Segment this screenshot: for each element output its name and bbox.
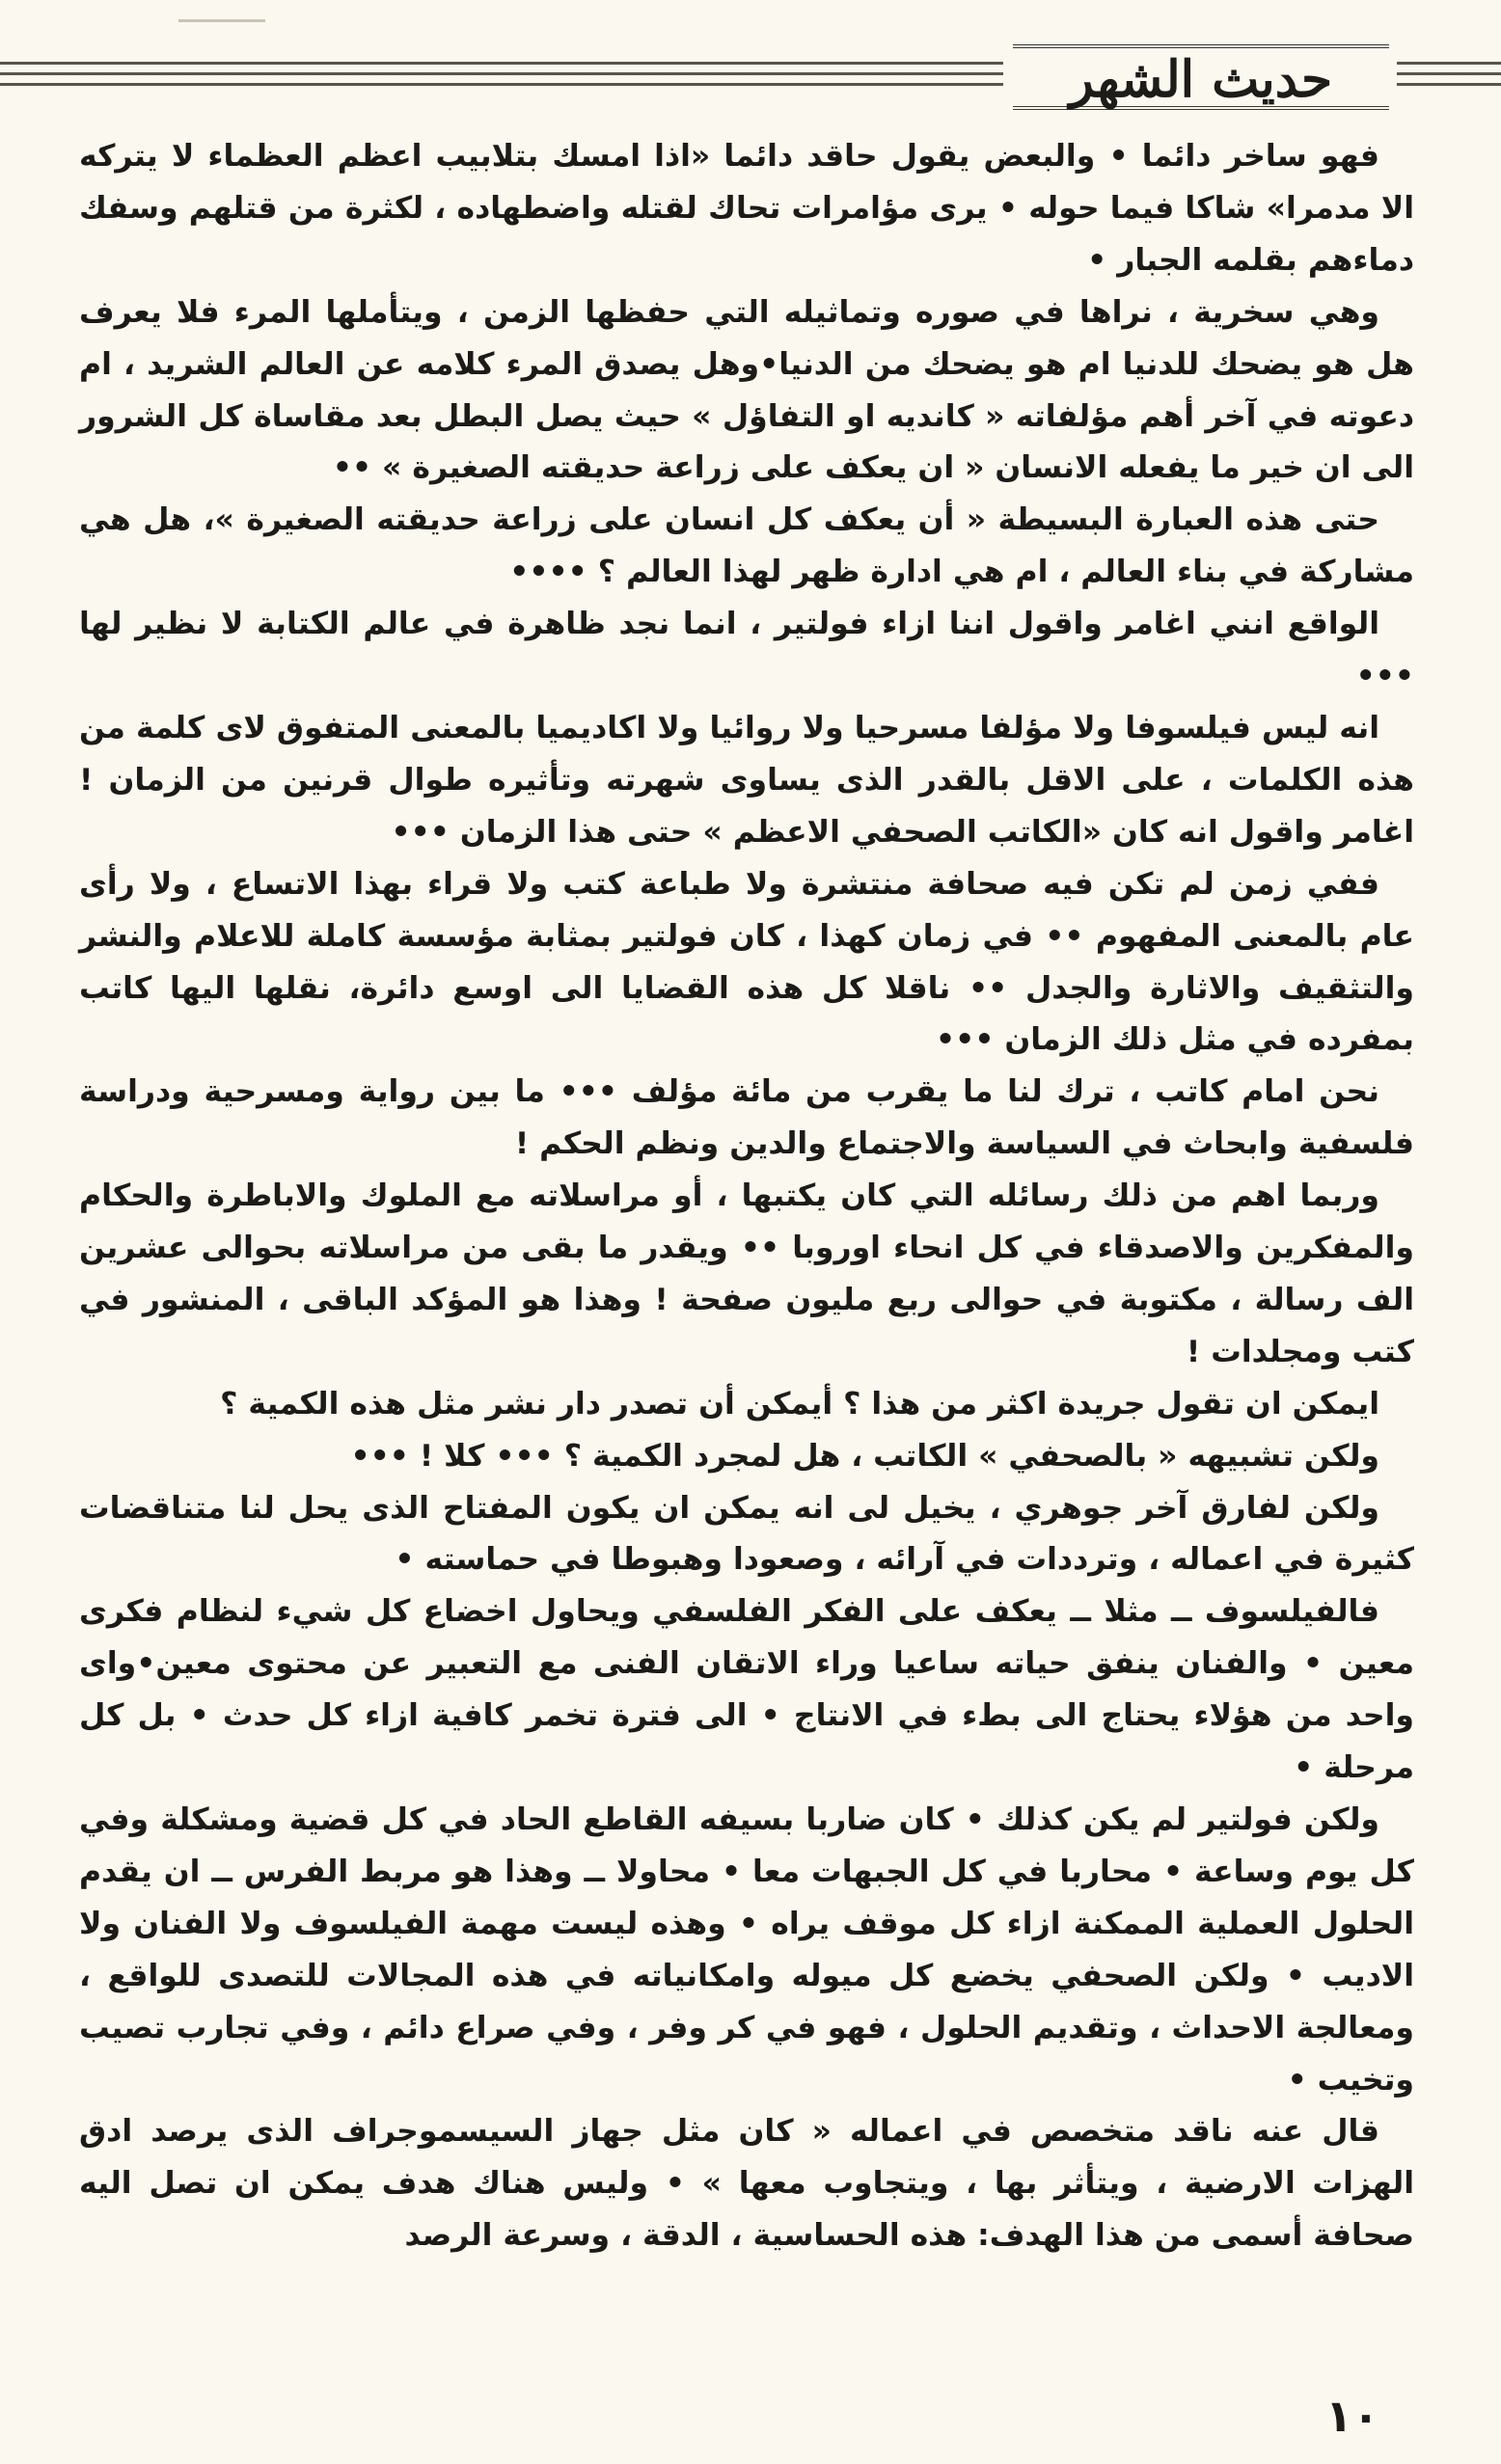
paragraph-12: فالفيلسوف ــ مثلا ــ يعكف على الفكر الفلسفي ويحاول اخضاع كل شيء لنظام فكرى معين • والفنان ينفق حياته ساعيا وراء الاتقان الفنى مع التعبير عن محتوى معين•واى واحد من هؤلاء يحتاج الى بطء في الانتاج • الى فترة تخمر كافية ازاء كل حدث • بل كل مرحلة •	[79, 1594, 1414, 1786]
paragraph-11: ولكن لفارق آخر جوهري ، يخيل لى انه يمكن ان يكون المفتاح الذى يحل لنا متناقضات كثيرة في اعماله ، وترددات في آرائه ، وصعودا وهبوطا في حماسته •	[79, 1490, 1414, 1578]
header-rules-left	[0, 62, 1003, 94]
paragraph-14: قال عنه ناقد متخصص في اعماله « كان مثل جهاز السيسموجراف الذى يرصد ادق الهزات الارضية ، ويتأثر بها ، ويتجاوب معها » • وليس هناك هدف يمكن ان تصل اليه صحافة أسمى من هذا الهدف: هذه الحساسية ، الدقة ، وسرعة الرصد	[79, 2114, 1414, 2254]
section-title: حديث الشهر	[1013, 44, 1389, 110]
paragraph-9: ايمكن ان تقول جريدة اكثر من هذا ؟ أيمكن أن تصدر دار نشر مثل هذه الكمية ؟	[220, 1386, 1379, 1422]
header-rules-right	[1397, 62, 1501, 94]
paragraph-4: الواقع انني اغامر واقول اننا ازاء فولتير ، انما نجد ظاهرة في عالم الكتابة لا نظير لها •••	[79, 607, 1414, 694]
paragraph-1: فهو ساخر دائما • والبعض يقول حاقد دائما «اذا امسك بتلابيب اعظم العظماء لا يتركه الا مدمرا» شاكا فيما حوله • يرى مؤامرات تحاك لقتله واضطهاده ، لكثرة من قتلهم وسفك دماءهم بقلمه الجبار •	[79, 139, 1414, 278]
paragraph-13: ولكن فولتير لم يكن كذلك • كان ضاربا بسيفه القاطع الحاد في كل قضية ومشكلة وفي كل يوم وساعة • محاربا في كل الجبهات معا • محاولا ــ وهذا هو مربط الفرس ــ ان يقدم الحلول العملية الممكنة ازاء كل موقف يراه • وهذه ليست مهمة الفيلسوف ولا الفنان ولا الاديب • ولكن الصحفي يخضع كل ميوله وامكانياته في هذه المجالات للتصدى للواقع ، ومعالجة الاحداث ، وتقديم الحلول ، فهو في كر وفر ، وفي صراع دائم ، وفي تجارب تصيب وتخيب •	[79, 1802, 1414, 2098]
page-number: ١٠	[1324, 2390, 1379, 2442]
paragraph-3: حتى هذه العبارة البسيطة « أن يعكف كل انسان على زراعة حديقته الصغيرة »، هل هي مشاركة في بناء العالم ، ام هي ادارة ظهر لهذا العالم ؟ ••••	[79, 502, 1414, 590]
paragraph-7: نحن امام كاتب ، ترك لنا ما يقرب من مائة مؤلف ••• ما بين رواية ومسرحية ودراسة فلسفية وابحاث في السياسة والاجتماع والدين ونظم الحكم !	[79, 1074, 1414, 1162]
article-body	[79, 131, 1414, 2262]
paragraph-5: انه ليس فيلسوفا ولا مؤلفا مسرحيا ولا روائيا ولا اكاديميا بالمعنى المتفوق لاى كلمة من هذه الكلمات ، على الاقل بالقدر الذى يساوى شهرته وتأثيره طوال قرنين من الزمان ! اغامر واقول انه كان «الكاتب الصحفي الاعظم » حتى هذا الزمان •••	[79, 710, 1414, 850]
scan-mark	[178, 19, 265, 22]
paragraph-2: وهي سخرية ، نراها في صوره وتماثيله التي حفظها الزمن ، ويتأملها المرء فلا يعرف هل هو يضحك للدنيا ام هو يضحك من الدنيا•وهل يصدق المرء كلامه عن العالم الشريد ، ام دعوته في آخر أهم مؤلفاته « كانديه او التفاؤل » حيث يصل البطل بعد مقاساة كل الشرور الى ان خير ما يفعله الانسان « ان يعكف على زراعة حديقته الصغيرة » ••	[79, 294, 1414, 486]
page-header	[0, 44, 1501, 110]
paragraph-8: وربما اهم من ذلك رسائله التي كان يكتبها ، أو مراسلاته مع الملوك والاباطرة والحكام والمفكرين والاصدقاء في كل انحاء اوروبا •• ويقدر ما بقى من مراسلاته بحوالى عشرين الف رسالة ، مكتوبة في حوالى ربع مليون صفحة ! وهذا هو المؤكد الباقى ، المنشور في كتب ومجلدات !	[79, 1178, 1414, 1369]
paragraph-6: ففي زمن لم تكن فيه صحافة منتشرة ولا طباعة كتب ولا قراء بهذا الاتساع ، ولا رأى عام بالمعنى المفهوم •• في زمان كهذا ، كان فولتير بمثابة مؤسسة كاملة للاعلام والنشر والتثقيف والاثارة والجدل •• ناقلا كل هذه القضايا الى اوسع دائرة، نقلها اليها كاتب بمفرده في مثل ذلك الزمان •••	[79, 866, 1414, 1058]
paragraph-10: ولكن تشبيهه « بالصحفي » الكاتب ، هل لمجرد الكمية ؟ ••• كلا ! •••	[350, 1438, 1379, 1474]
